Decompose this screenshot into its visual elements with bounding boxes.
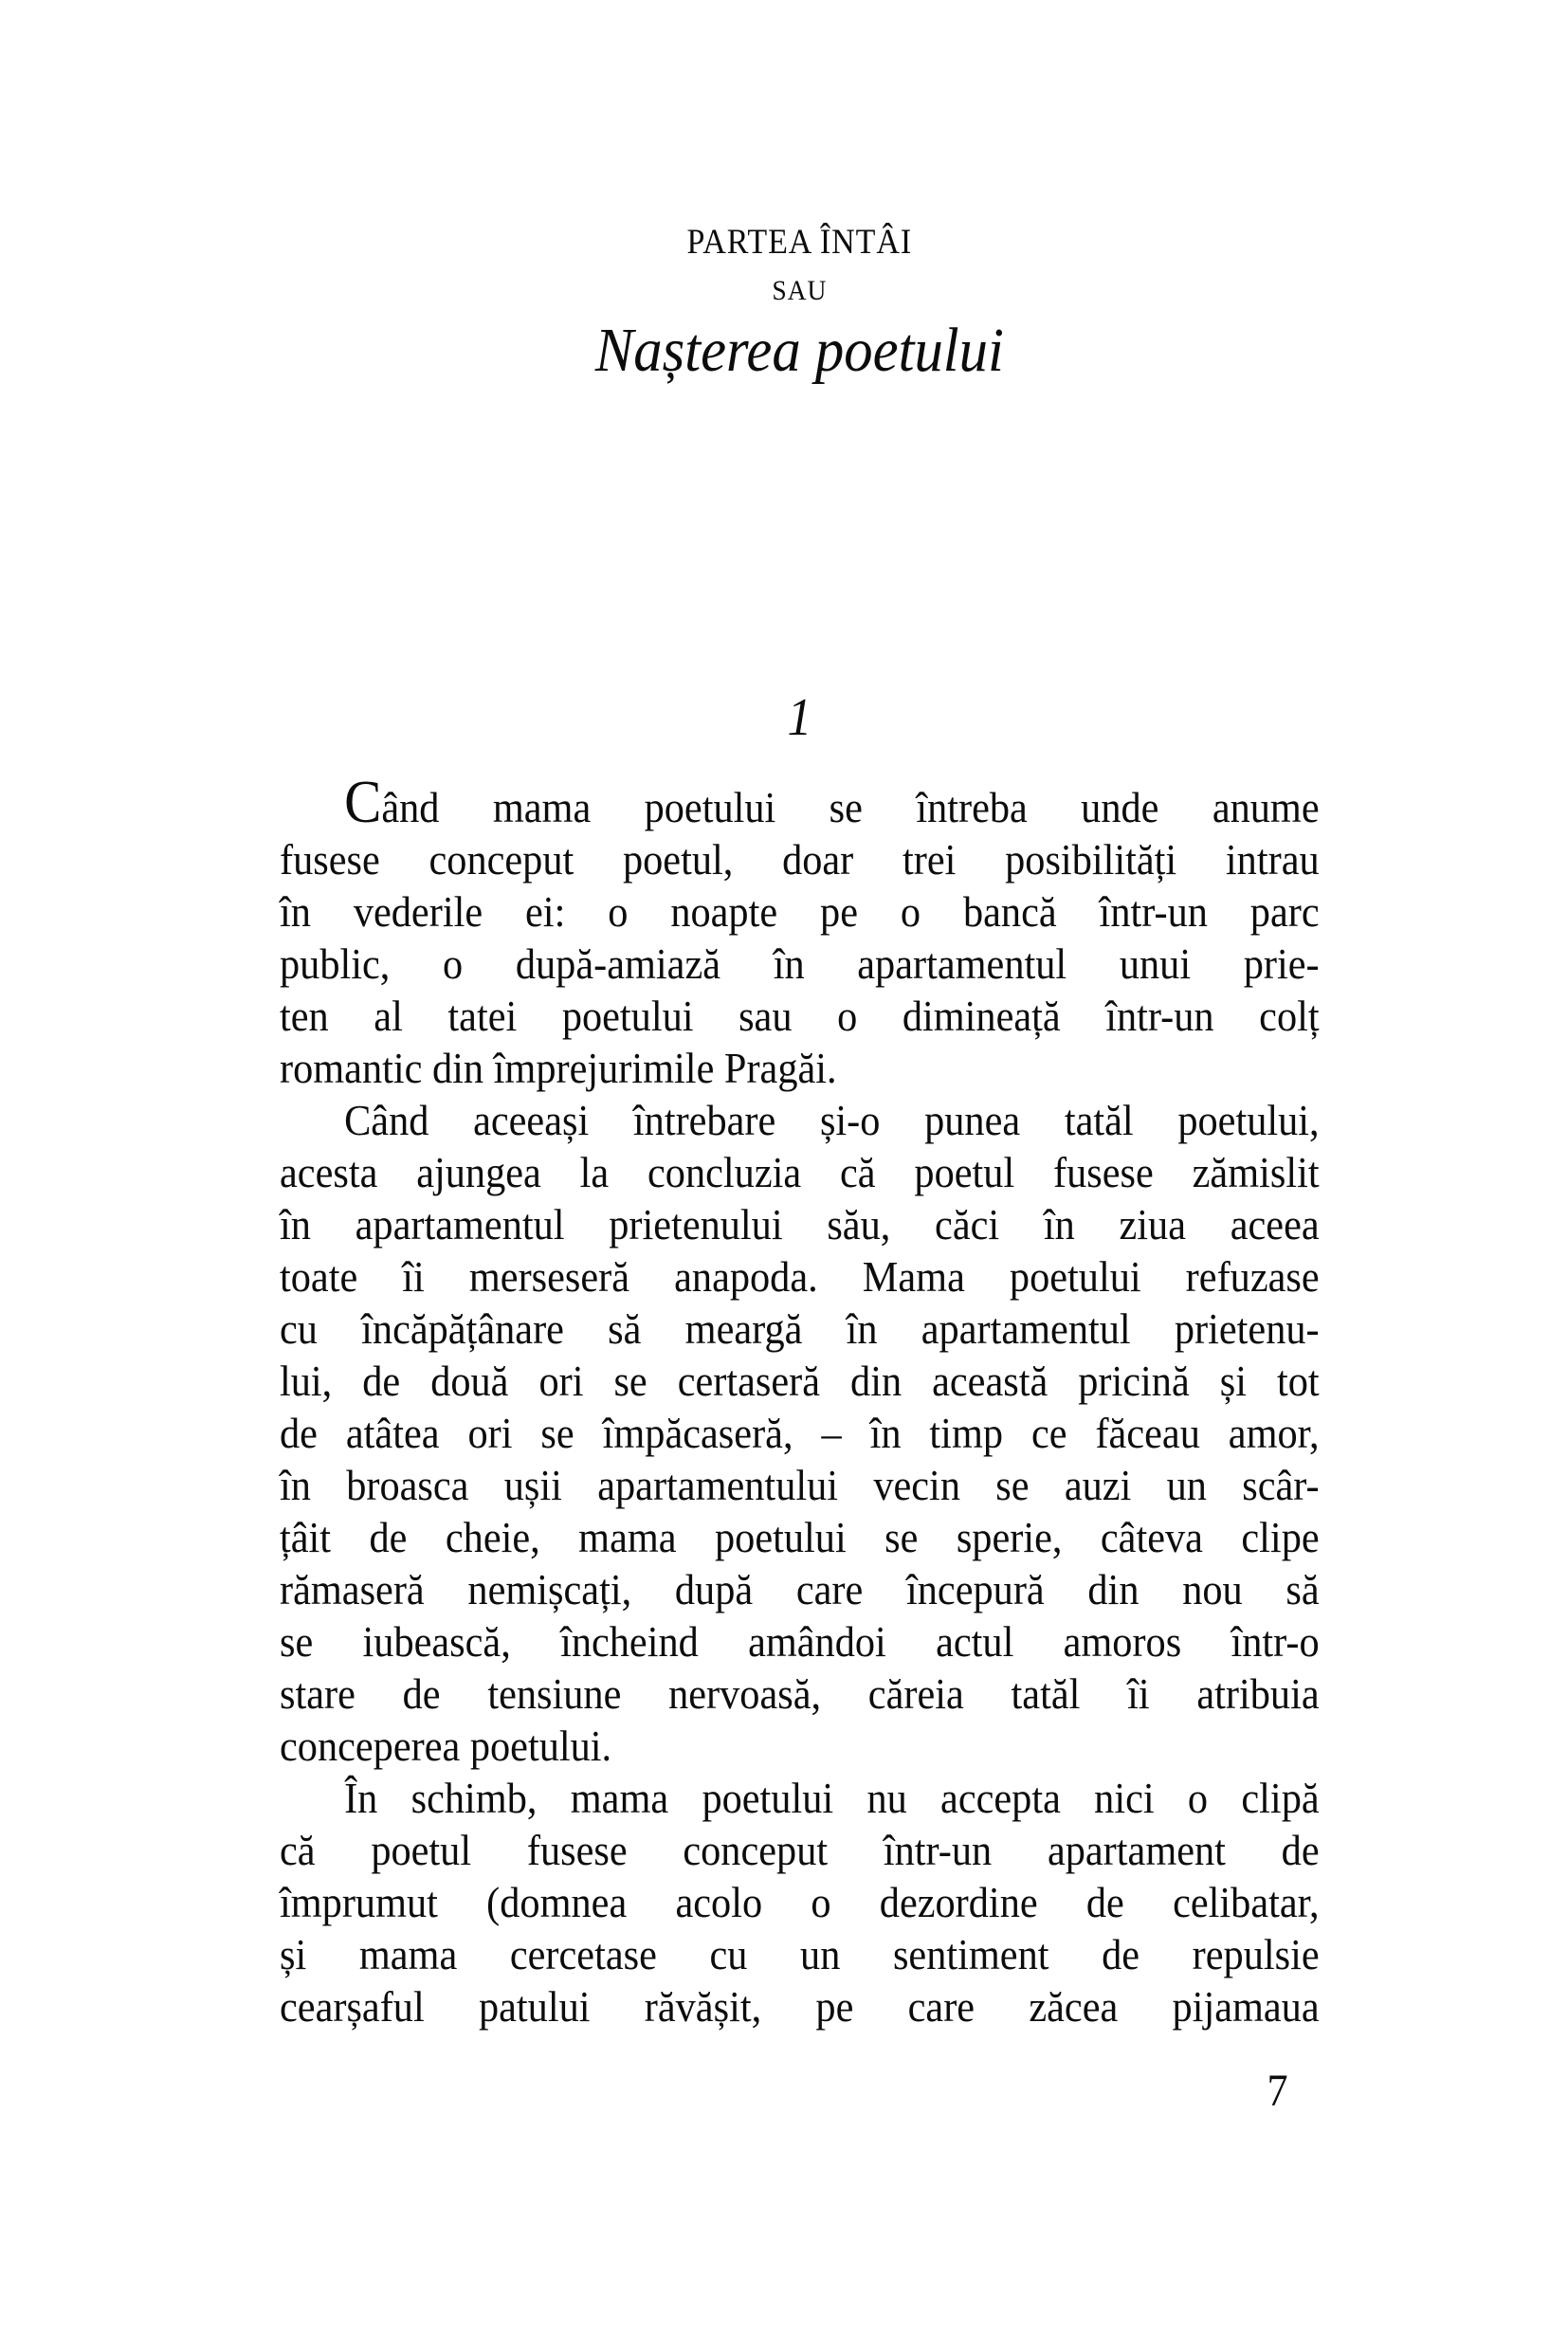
- text-line: În schimb, mama poetului nu accepta nici o clipă: [344, 1774, 1320, 1822]
- part-heading: PARTEA ÎNTÂI: [686, 223, 913, 262]
- text-line: că poetul fusese conceput într-un apartament de: [280, 1826, 1320, 1874]
- text-line: Când aceeași întrebare și-o punea tatăl poetului,: [344, 1096, 1320, 1144]
- text-line: [280, 768, 1320, 835]
- text-line: ten al tatei poetului sau o dimineață într-un colț: [280, 992, 1320, 1040]
- text-line: în vederile ei: o noapte pe o bancă într-un parc: [280, 887, 1320, 936]
- text-line: de atâtea ori se împăcaseră, – în timp ce făceau amor,: [280, 1409, 1320, 1457]
- lead-initial: C: [344, 768, 382, 835]
- text-line: se iubească, încheind amândoi actul amoros într-o: [280, 1617, 1320, 1666]
- text-line: și mama cercetase cu un sentiment de repulsie: [280, 1930, 1320, 1978]
- text-line: public, o după-amiază în apartamentul unui prie-: [280, 939, 1320, 988]
- body-text: [280, 768, 1320, 2032]
- or-label: SAU: [772, 275, 828, 306]
- text-line: în apartamentul prietenului său, căci în ziua aceea: [280, 1200, 1320, 1248]
- text-line: lui, de două ori se certaseră din această pricină și tot: [280, 1357, 1320, 1405]
- chapter-number: 1: [787, 688, 812, 747]
- text-line: fusese conceput poetul, doar trei posibilități intrau: [280, 835, 1320, 884]
- text-line: în broasca ușii apartamentului vecin se auzi un scâr-: [280, 1461, 1320, 1509]
- text-line: cearșaful patului răvășit, pe care zăcea pijamaua: [280, 1982, 1320, 2031]
- text-line: rămaseră nemișcați, după care începură din nou să: [280, 1565, 1320, 1613]
- text-line: acesta ajungea la concluzia că poetul fusese zămislit: [280, 1148, 1320, 1196]
- section-title: Nașterea poetului: [594, 316, 1004, 385]
- text-line: țâit de cheie, mama poetului se sperie, câteva clipe: [280, 1513, 1320, 1561]
- page-number: 7: [1267, 2066, 1288, 2116]
- text-line: cu încăpățânare să meargă în apartamentul prietenu-: [280, 1304, 1320, 1353]
- text-line-rest: ând mama poetului se întreba unde anume: [381, 783, 1320, 831]
- page-content: [280, 224, 1320, 2118]
- text-line: stare de tensiune nervoasă, căreia tatăl îi atribuia: [280, 1669, 1320, 1718]
- text-line: toate îi merseseră anapoda. Mama poetului refuzase: [280, 1252, 1320, 1301]
- text-line: conceperea poetului.: [280, 1722, 612, 1770]
- text-line: împrumut (domnea acolo o dezordine de celibatar,: [280, 1878, 1320, 1926]
- text-line: romantic din împrejurimile Pragăi.: [280, 1044, 837, 1092]
